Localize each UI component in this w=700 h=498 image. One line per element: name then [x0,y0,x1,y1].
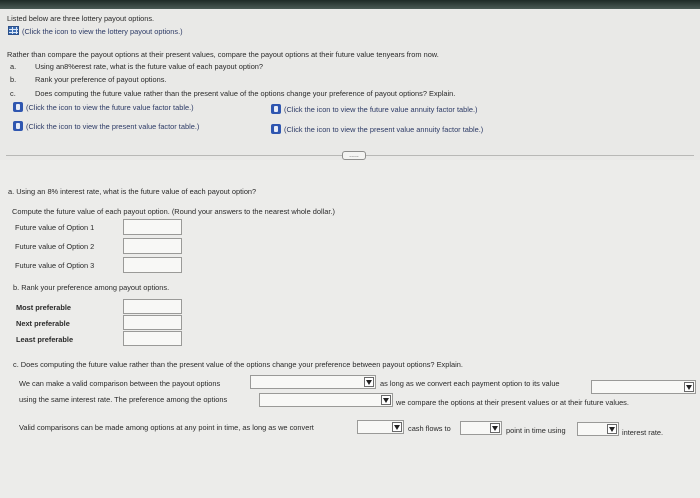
fv-option2-label: Future value of Option 2 [15,242,95,251]
item-b-marker: b. [10,75,17,84]
table-icon[interactable] [8,26,19,35]
next-preferable-input[interactable] [123,315,182,330]
part-b-question: b. Rank your preference among payout options. [13,283,170,292]
intro-heading: Listed below are three lottery payout options. [7,14,155,23]
dropdown-arrow-icon[interactable] [607,424,617,434]
dropdown-arrow-icon[interactable] [490,423,500,433]
cash-flow-select[interactable] [357,420,404,434]
fv-annuity-table-icon[interactable] [271,104,281,114]
fv-factor-link[interactable]: (Click the icon to view the future value factor table.) [26,103,194,112]
comparison-select[interactable] [250,375,376,389]
part-c-line2b: we compare the options at their present values or at their future values. [396,398,629,407]
dropdown-arrow-icon[interactable] [684,382,694,392]
item-a-marker: a. [10,62,17,71]
part-c-line3b: cash flows to [408,424,451,433]
fv-option2-input[interactable] [123,238,182,254]
least-preferable-input[interactable] [123,331,182,346]
dropdown-arrow-icon[interactable] [381,395,391,405]
item-c-text: Does computing the future value rather than the present value of the options change your preference of payout options? Explain. [35,89,456,98]
top-band [0,0,700,9]
pv-factor-link[interactable]: (Click the icon to view the present value factor table.) [26,122,200,131]
fv-option1-label: Future value of Option 1 [15,223,95,232]
part-c-question: c. Does computing the future value rather than the present value of the options change your preference between payout options? Explain. [13,360,463,369]
part-a-question: a. Using an 8% interest rate, what is the future value of each payout option? [8,187,257,196]
fv-annuity-link[interactable]: (Click the icon to view the future value annuity factor table.) [284,105,478,114]
fv-option3-label: Future value of Option 3 [15,261,95,270]
point-in-time-select[interactable] [460,421,502,435]
item-b-text: Rank your preference of payout options. [35,75,167,84]
fv-option3-input[interactable] [123,257,182,273]
pv-table-icon[interactable] [13,121,23,131]
expand-more-button[interactable]: ..... [342,151,366,160]
part-c-line3c: point in time using [506,426,566,435]
most-preferable-label: Most preferable [16,303,72,312]
dropdown-arrow-icon[interactable] [392,422,402,432]
lottery-options-link[interactable]: (Click the icon to view the lottery payout options.) [22,27,183,36]
instructions-text: Rather than compare the payout options at their present values, compare the payout options at their future value tenyears from now. [7,50,439,59]
fv-table-icon[interactable] [13,102,23,112]
part-c-line1a: We can make a valid comparison between the payout options [19,379,221,388]
interest-rate-select[interactable] [577,422,619,436]
pv-annuity-link[interactable]: (Click the icon to view the present value annuity factor table.) [284,125,484,134]
dropdown-arrow-icon[interactable] [364,377,374,387]
pv-annuity-table-icon[interactable] [271,124,281,134]
preference-select[interactable] [259,393,393,407]
part-c-line2a: using the same interest rate. The preference among the options [19,395,228,404]
item-c-marker: c. [10,89,16,98]
next-preferable-label: Next preferable [16,319,70,328]
part-c-line3d: interest rate. [622,428,664,437]
item-a-text: Using an8%erest rate, what is the future value of each payout option? [35,62,264,71]
value-select[interactable] [591,380,696,394]
fv-option1-input[interactable] [123,219,182,235]
part-c-line3a: Valid comparisons can be made among options at any point in time, as long as we convert [19,423,314,432]
part-c-line1b: as long as we convert each payment option to its value [380,379,560,388]
part-a-instruction: Compute the future value of each payout option. (Round your answers to the nearest whole dollar.) [12,207,335,216]
least-preferable-label: Least preferable [16,335,74,344]
most-preferable-input[interactable] [123,299,182,314]
